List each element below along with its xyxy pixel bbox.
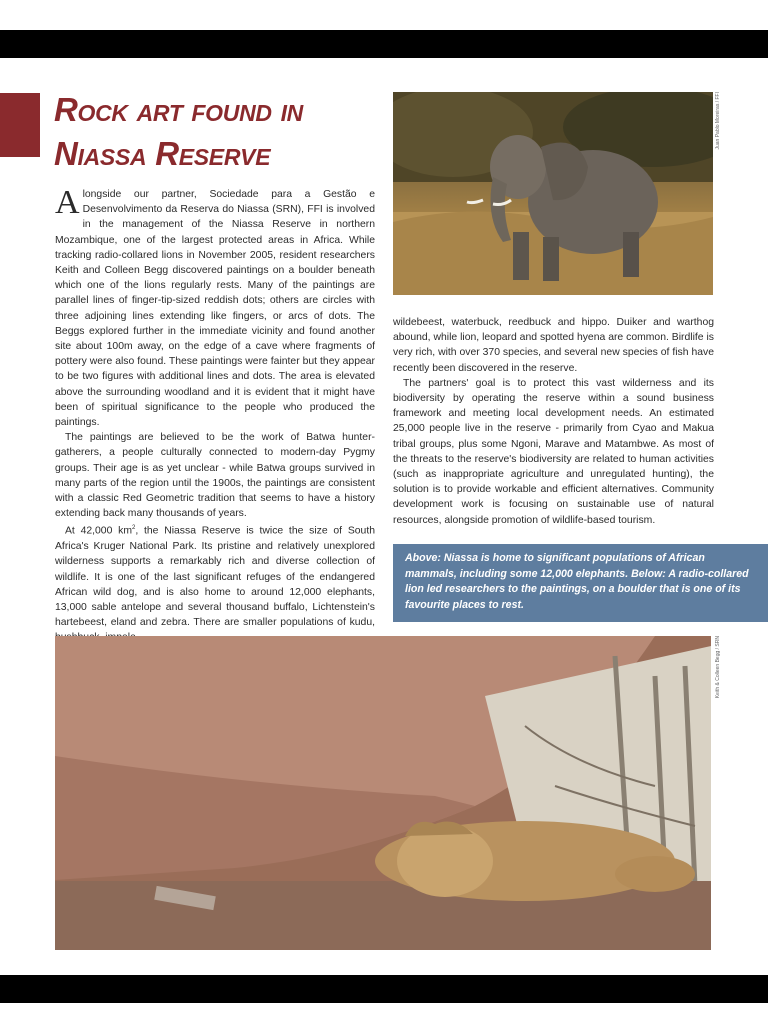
superscript-2: 2 xyxy=(132,525,136,532)
photo-caption: Above: Niassa is home to significant populations of African mammals, including some 12,000 elephants. Below: A radio-collared lion led researchers to the paintings, on a boulder that is one of its favourite places to rest. xyxy=(393,544,768,622)
paragraph-wildlife: wildebeest, waterbuck, reedbuck and hippo. Duiker and warthog abound, while lion, leopard and spotted hyena are common. Birdlife is very rich, with over 370 species, and several new species of fish have recently been discovered in the reserve. xyxy=(393,317,714,374)
paragraph-intro xyxy=(55,184,375,430)
elephant-photo-credit: Juan Pablo Moreiras / FFI xyxy=(715,92,721,150)
article-title xyxy=(54,88,384,176)
left-text-column xyxy=(55,184,375,646)
paragraph-intro-text: longside our partner, Sociedade para a Gestão e Desenvolvimento da Reserva do Niassa (SRN), FFI is involved in the management of the Niassa Reserve in northern Mozambique, one of the largest protected areas in Africa. While tracking radio-collared lions in November 2005, resident researchers Keith and Colleen Begg discovered paintings on a boulder beneath which one of the lions regularly rests. Many of the paintings are parallel lines of finger-tip-sized reddish dots; others are circles with three adjoining lines extending like fingers, or arcs of dots. The Beggs explored further in the immediate vicinity and found another site about 100m away, on the edge of a cave where fragments of pottery were also found. These paintings were fainter but they appear to be two figures with additional lines and dots. The area is elevated above the surrounding woodland and it is evident that it might have been of spiritual significance to the people who produced the paintings. xyxy=(55,189,375,429)
right-text-column xyxy=(393,315,714,528)
bottom-black-bar xyxy=(0,975,768,1003)
drop-cap: A xyxy=(55,184,80,221)
title-line-1: Rock art found in xyxy=(54,91,303,128)
reserve-size-text-b: , the Niassa Reserve is twice the size of South Africa's Kruger National Park. Its pristine and relatively unexplored wilderness supports a remarkably rich and diverse collection of wildlife. It is one of the last significant refuges of the endangered African wild dog, and is also home to around 12,000 elephants, 13,000 sable antelope and several thousand buffalo, Lichtenstein's hartebeest, eland and zebra. There are smaller populations of kudu, xyxy=(55,525,375,629)
title-line-2: Niassa Reserve xyxy=(54,135,271,172)
lion-photo-credit: Keith & Colleen Begg / SRN xyxy=(715,636,721,699)
paragraph-reserve-size xyxy=(55,521,375,645)
lion-rock-photo xyxy=(55,636,711,950)
top-black-bar xyxy=(0,30,768,58)
reserve-size-text-a: At 42,000 km xyxy=(65,525,132,537)
title-accent-block xyxy=(0,93,40,157)
elephant-photo xyxy=(393,92,713,295)
elephant-illustration xyxy=(393,92,713,295)
lion-rock-illustration xyxy=(55,636,711,950)
paragraph-partners-goal: The partners' goal is to protect this vast wilderness and its biodiversity by operating the reserve within a sound business framework and meeting local development needs. An estimated 25,000 people live in the reserve - primarily from Cyao and Makua tribal groups, plus some Ngoni, Marave and Matambwe. As most of the threats to the reserve's biodiversity are related to human activities (such as inappropriate agriculture and unregulated hunting), the solution is to provide workable and efficient alternatives. Community development work is focusing on sustainable use of natural resources, alongside promotion of wildlife-based tourism. xyxy=(393,377,714,526)
paragraph-batwa: The paintings are believed to be the work of Batwa hunter-gatherers, a people culturally connected to modern-day Pygmy groups. Their age is as yet unclear - while Batwa groups survived in many parts of the region until the 1900s, the paintings are consistent with a classic Red Geometric tradition that seems to have a history extending back many thousands of years. xyxy=(55,432,375,520)
